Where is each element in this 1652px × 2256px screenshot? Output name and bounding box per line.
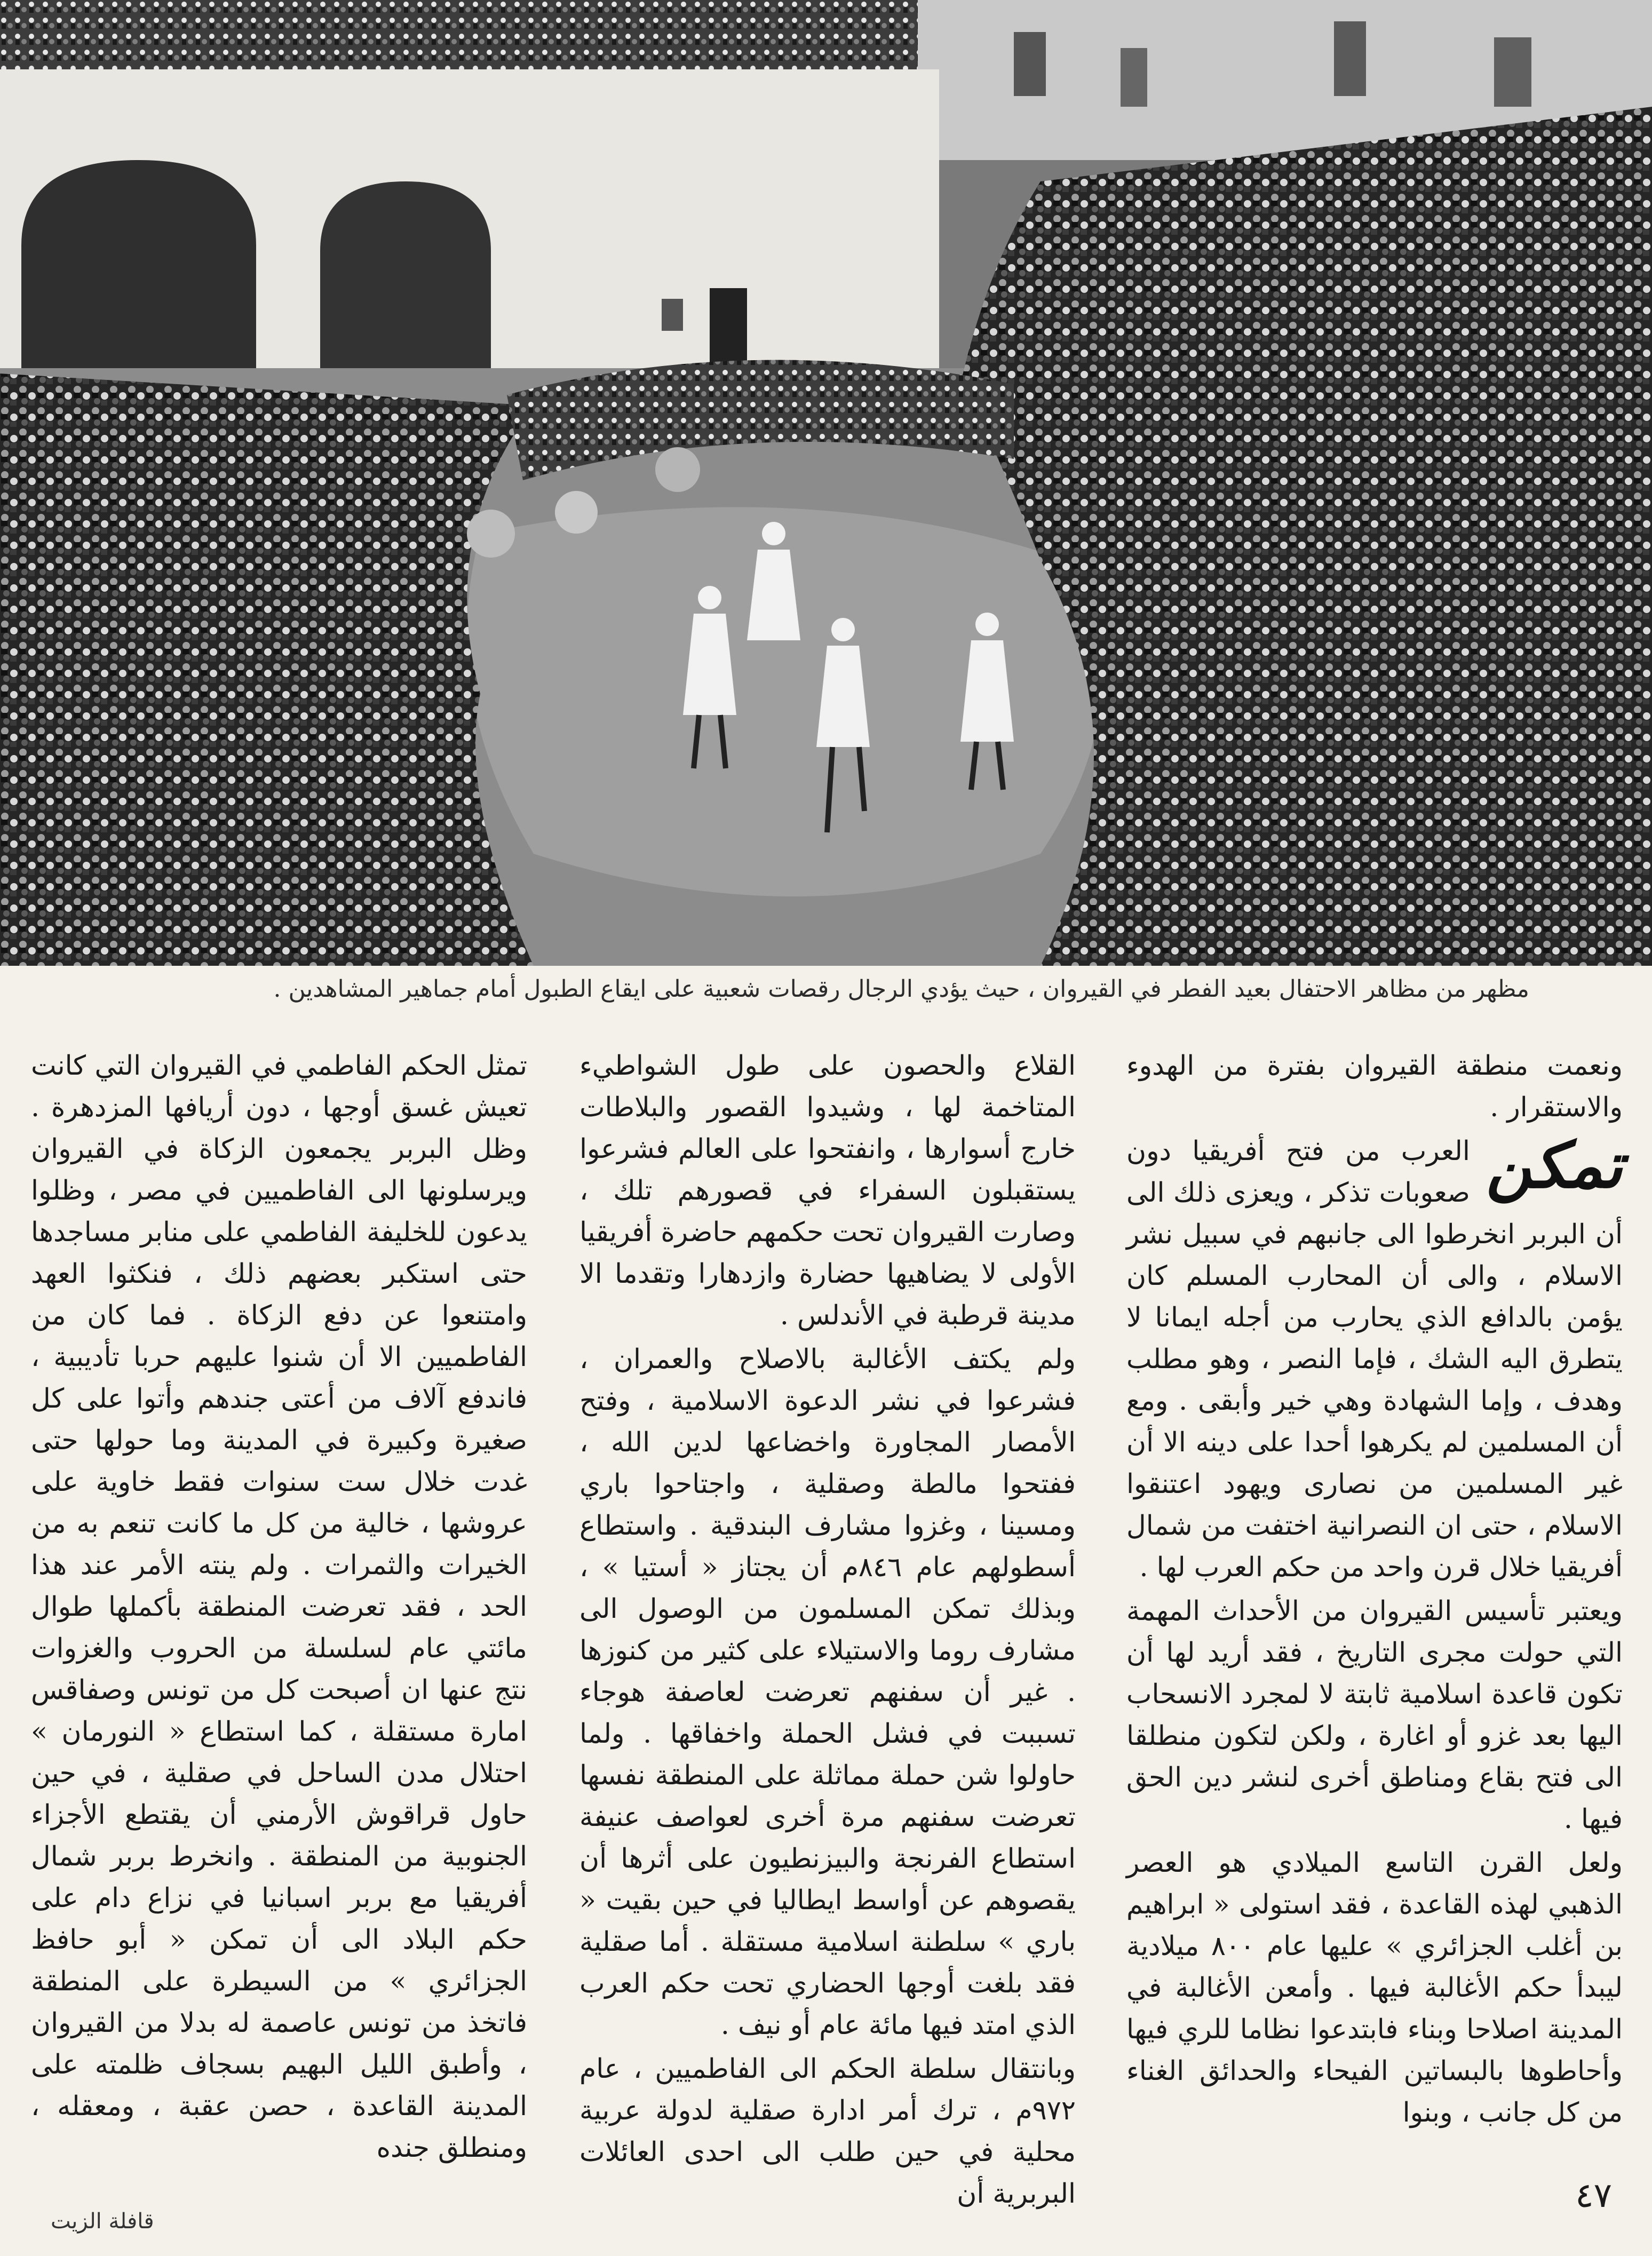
- paragraph: تمثل الحكم الفاطمي في القيروان التي كانت تعيش غسق أوجها ، دون أريافها المزدهرة . وظل البربر يجمعون الزكاة في القيروان ويرسلونها الى الفاطميين في مصر ، وظلوا يدعون للخليفة الفاطمي على منابر مساجدها حتى استكبر بعضهم ذلك ، فنكثوا العهد وامتنعوا عن دفع الزكاة . فما كان من الفاطميين الا أن شنوا عليهم حربا تأديبية ، فاندفع آلاف من أعتى جندهم وأتوا على كل صغيرة وكبيرة في المدينة وما حولها حتى غدت خلال ست سنوات فقط خاوية على عروشها ، خالية من كل ما كانت تنعم به من الخيرات والثمرات . ولم ينته الأمر عند هذا الحد ، فقد تعرضت المنطقة بأكملها طوال مائتي عام لسلسلة من الحروب والغزوات نتج عنها ان أصبحت كل من تونس وصفاقس امارة مستقلة ، كما استطاع « النورمان » احتلال مدن الساحل في صقلية ، في حين حاول قراقوش الأرمني أن يقتطع الأجزاء الجنوبية من المنطقة . وانخرط بربر شمال أفريقيا مع بربر اسبانيا في نزاع دام على حكم البلاد الى أن تمكن « أبو حافظ الجزائري » من السيطرة على المنطقة فاتخذ من تونس عاصمة له بدلا من القيروان ، وأطبق الليل البهيم بسجاف ظلمته على المدينة القاعدة ، حصن عقبة ، ومعقله ، ومنطلق جنده: [31, 1050, 527, 2163]
- paragraph: ولعل القرن التاسع الميلادي هو العصر الذهبي لهذه القاعدة ، فقد استولى « ابراهيم بن أغلب الجزائري » عليها عام ٨٠٠ ميلادية ليبدأ حكم الأغالبة فيها . وأمعن الأغالبة في المدينة اصلاحا وبناء فابتدعوا نظاما للري فيها وأحاطوها بالبساتين الفيحاء والحدائق الغناء من كل جانب ، وبنوا: [1126, 1847, 1623, 2128]
- text-column-3: [31, 1045, 527, 2163]
- paragraph: ولم يكتف الأغالبة بالاصلاح والعمران ، فشرعوا في نشر الدعوة الاسلامية ، وفتح الأمصار المجاورة واخضاعها لدين الله ، ففتحوا مالطة وصقلية ، واجتاحوا باري ومسينا ، وغزوا مشارف البندقية . واستطاع أسطولهم عام ٨٤٦م أن يجتاز « أستيا » ، وبذلك تمكن المسلمون من الوصول الى مشارف روما والاستيلاء على كثير من كنوزها . غير أن سفنهم تعرضت لعاصفة هوجاء تسببت في فشل الحملة واخفاقها . ولما حاولوا شن حملة مماثلة على المنطقة نفسها تعرضت سفنهم مرة أخرى لعواصف عنيفة استطاع الفرنجة والبيزنطيون على أثرها أن يقصوهم عن أواسط ايطاليا في حين بقيت « باري » سلطنة اسلامية مستقلة . أما صقلية فقد بلغت أوجها الحضاري تحت حكم العرب الذي امتد فيها مائة عام أو نيف .: [579, 1343, 1076, 2040]
- paragraph: وبانتقال سلطة الحكم الى الفاطميين ، عام ٩٧٢م ، ترك أمر ادارة صقلية لدولة عربية محلية في حين طلب الى احدى العائلات البربرية أن: [579, 2053, 1076, 2209]
- text-column-1: [1126, 1045, 1623, 2128]
- dropcap-word: تمكن: [1486, 1128, 1623, 1202]
- magazine-title: قافلة الزيت: [51, 2209, 154, 2234]
- festival-photo: [0, 0, 1652, 966]
- photo-caption: مظهر من مظاهر الاحتفال بعيد الفطر في القيروان ، حيث يؤدي الرجال رقصات شعبية على ايقاع الطبول أمام جماهير المشاهدين .: [273, 975, 1529, 1003]
- paragraph: ويعتبر تأسيس القيروان من الأحداث المهمة التي حولت مجرى التاريخ ، فقد أريد لها أن تكون قاعدة اسلامية ثابتة لا لمجرد الانسحاب اليها بعد غزو أو اغارة ، ولكن لتكون منطلقا الى فتح بقاع ومناطق أخرى لنشر دين الحق فيها .: [1126, 1595, 1623, 1834]
- page-number: ٤٧: [1575, 2176, 1612, 2215]
- paragraph: [1126, 1130, 1623, 1588]
- paragraph: ونعمت منطقة القيروان بفترة من الهدوء والاستقرار .: [1126, 1050, 1623, 1123]
- paragraph-text: العرب من فتح أفريقيا دون صعوبات تذكر ، ويعزى ذلك الى أن البربر انخرطوا الى جانبهم في سبيل نشر الاسلام ، والى أن المحارب المسلم كان يؤمن بالدافع الذي يحارب من أجله ايمانا لا يتطرق اليه الشك ، فإما النصر ، وهو مطلب وهدف ، وإما الشهادة وهي خير وأبقى . ومع أن المسلمين لم يكرهوا أحدا على دينه الا أن غير المسلمين من نصارى ويهود اعتنقوا الاسلام ، حتى ان النصرانية اختفت من شمال أفريقيا خلال قرن واحد من حكم العرب لها .: [1126, 1135, 1623, 1583]
- festival-photo-graphic: [0, 0, 1652, 966]
- paragraph: القلاع والحصون على طول الشواطيء المتاخمة لها ، وشيدوا القصور والبلاطات خارج أسوارها ، وانفتحوا على العالم فشرعوا يستقبلون السفراء في قصورهم تلك ، وصارت القيروان تحت حكمهم حاضرة أفريقيا الأولى لا يضاهيها حضارة وازدهارا وتقدما الا مدينة قرطبة في الأندلس .: [579, 1050, 1076, 1331]
- text-column-2: [579, 1045, 1076, 2209]
